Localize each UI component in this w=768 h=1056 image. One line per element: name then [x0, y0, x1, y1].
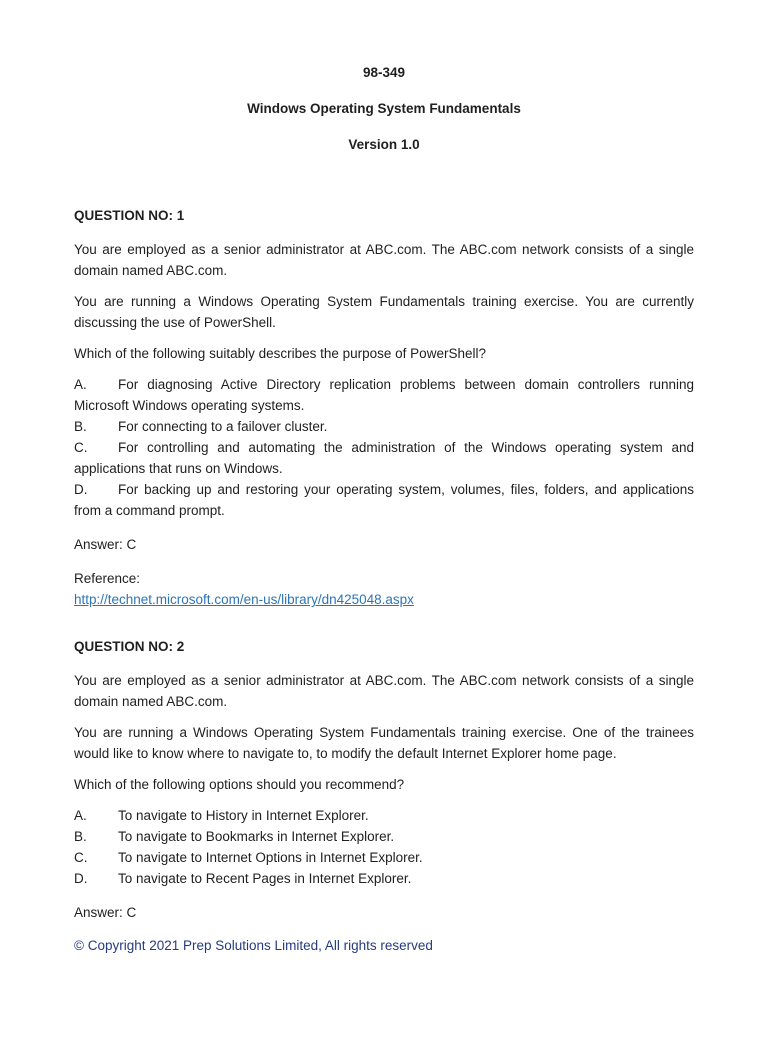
option-d	[74, 479, 694, 521]
question-1-options	[74, 374, 694, 521]
option-text: To navigate to Bookmarks in Internet Explorer.	[118, 829, 395, 844]
option-text: To navigate to Internet Options in Internet Explorer.	[118, 850, 423, 865]
paragraph-line: You are employed as a senior administrator at ABC.com. The ABC.com network consists of a single	[74, 673, 694, 688]
exam-title: Windows Operating System Fundamentals	[247, 101, 521, 116]
copyright-footer: © Copyright 2021 Prep Solutions Limited, All rights reserved	[74, 938, 433, 953]
question-2-answer: Answer: C	[74, 905, 137, 920]
option-d	[74, 868, 694, 889]
option-letter: A.	[74, 808, 87, 823]
paragraph-line: would like to know where to navigate to, to modify the default Internet Explorer home page.	[74, 746, 617, 761]
option-c	[74, 847, 694, 868]
reference-link[interactable]: http://technet.microsoft.com/en-us/library/dn425048.aspx	[74, 592, 414, 607]
question-1-prompt: Which of the following suitably describes the purpose of PowerShell?	[74, 346, 486, 361]
paragraph-line: You are employed as a senior administrator at ABC.com. The ABC.com network consists of a single	[74, 242, 694, 257]
option-text: For diagnosing Active Directory replication problems between domain controllers running	[118, 377, 694, 392]
option-text: To navigate to Recent Pages in Internet Explorer.	[118, 871, 412, 886]
option-letter: B.	[74, 419, 87, 434]
question-1-paragraph-2	[74, 291, 694, 333]
paragraph-line: You are running a Windows Operating System Fundamentals training exercise. One of the trainees	[74, 725, 694, 740]
option-a	[74, 374, 694, 416]
paragraph-line: discussing the use of PowerShell.	[74, 315, 276, 330]
option-text-wrap: Microsoft Windows operating systems.	[74, 398, 305, 413]
paragraph-line: domain named ABC.com.	[74, 263, 228, 278]
paragraph-line: domain named ABC.com.	[74, 694, 228, 709]
option-text: For controlling and automating the administration of the Windows operating system and	[118, 440, 694, 455]
question-1-heading: QUESTION NO: 1	[74, 208, 185, 223]
question-2-heading: QUESTION NO: 2	[74, 639, 185, 654]
exam-code: 98-349	[362, 65, 406, 80]
reference-label: Reference:	[74, 571, 141, 586]
option-text-wrap: applications that runs on Windows.	[74, 461, 283, 476]
question-2-paragraph-2	[74, 722, 694, 764]
option-text: To navigate to History in Internet Explorer.	[118, 808, 369, 823]
option-a	[74, 805, 694, 826]
option-text: For connecting to a failover cluster.	[118, 419, 328, 434]
exam-version: Version 1.0	[348, 137, 420, 152]
question-1-reference	[74, 568, 694, 610]
question-2-options	[74, 805, 694, 889]
option-letter: C.	[74, 850, 88, 865]
question-1-answer: Answer: C	[74, 537, 137, 552]
option-letter: D.	[74, 871, 88, 886]
option-b	[74, 416, 694, 437]
option-letter: A.	[74, 377, 87, 392]
option-letter: D.	[74, 482, 88, 497]
option-text: For backing up and restoring your operating system, volumes, files, folders, and applications	[118, 482, 694, 497]
question-2	[74, 636, 694, 923]
question-2-paragraph-1	[74, 670, 694, 712]
option-letter: C.	[74, 440, 88, 455]
question-1-paragraph-1	[74, 239, 694, 281]
question-1	[74, 205, 694, 610]
option-text-wrap: from a command prompt.	[74, 503, 225, 518]
paragraph-line: You are running a Windows Operating System Fundamentals training exercise. You are currently	[74, 294, 694, 309]
option-letter: B.	[74, 829, 87, 844]
option-b	[74, 826, 694, 847]
question-2-prompt: Which of the following options should you recommend?	[74, 777, 405, 792]
option-c	[74, 437, 694, 479]
